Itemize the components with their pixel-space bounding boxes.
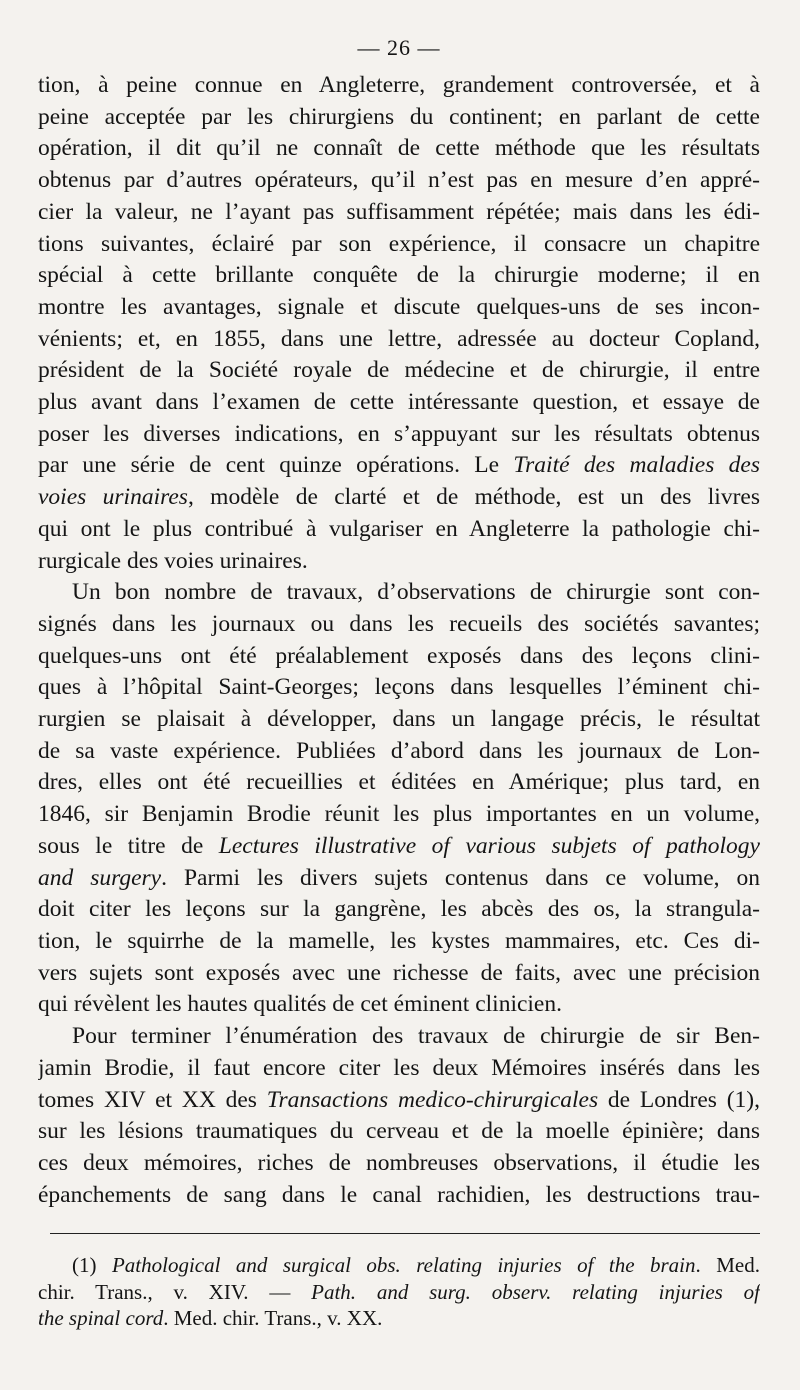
italic-text: and surgery bbox=[38, 864, 162, 891]
text-line bbox=[38, 672, 760, 704]
italic-text: Pathological and surgical obs. relating injuries of the brain bbox=[111, 1253, 696, 1278]
italic-text: Traité des maladies des bbox=[513, 452, 760, 479]
text-segment: cier la valeur, ne l’ayant pas suffisamment répétée; mais dans les édi- bbox=[38, 198, 760, 225]
text-line bbox=[38, 1021, 760, 1053]
text-line bbox=[38, 863, 760, 895]
text-segment: peine acceptée par les chirurgiens du continent; en parlant de cette bbox=[38, 103, 760, 130]
text-segment: vénients; et, en 1855, dans une lettre, adressée au docteur Copland, bbox=[38, 325, 760, 352]
footnote-rule bbox=[50, 1233, 760, 1234]
text-line bbox=[38, 1053, 760, 1085]
text-segment: de Londres (1), bbox=[598, 1086, 760, 1113]
text-line bbox=[38, 102, 760, 134]
text-line bbox=[38, 1116, 760, 1148]
text-segment: vers sujets sont exposés avec une richesse de faits, avec une précision bbox=[38, 959, 760, 986]
text-line bbox=[38, 958, 760, 990]
text-line bbox=[38, 387, 760, 419]
text-line bbox=[38, 704, 760, 736]
text-segment: plus avant dans l’examen de cette intéressante question, et essaye de bbox=[38, 389, 760, 416]
text-line bbox=[38, 292, 760, 324]
text-segment: de sa vaste expérience. Publiées d’abord dans les journaux de Lon- bbox=[38, 737, 760, 764]
text-segment: chir. Trans., v. XIV. — bbox=[38, 1279, 312, 1304]
text-segment: président de la Société royale de médecine et de chirurgie, il entre bbox=[38, 357, 760, 384]
text-line bbox=[38, 641, 760, 673]
text-segment: . Parmi les divers sujets contenus dans ce volume, on bbox=[161, 864, 760, 891]
text-segment: signés dans les journaux ou dans les recueils des sociétés savantes; bbox=[38, 610, 760, 637]
text-line bbox=[38, 260, 760, 292]
text-segment: dres, elles ont été recueillies et éditées en Amérique; plus tard, en bbox=[38, 769, 760, 796]
text-segment: obtenus par d’autres opérateurs, qu’il n’est pas en mesure d’en appré- bbox=[38, 167, 760, 194]
text-segment: tomes XIV et XX des bbox=[38, 1086, 267, 1113]
text-line bbox=[38, 577, 760, 609]
text-segment: tion, le squirrhe de la mamelle, les kystes mammaires, etc. Ces di- bbox=[38, 927, 760, 954]
footnote bbox=[38, 1252, 760, 1332]
text-line bbox=[38, 70, 760, 102]
text-segment: tion, à peine connue en Angleterre, grandement controversée, et à bbox=[38, 72, 760, 98]
italic-text: the spinal cord bbox=[38, 1306, 164, 1331]
text-line bbox=[38, 482, 760, 514]
text-segment: , modèle de clarté et de méthode, est un des livres bbox=[187, 484, 760, 511]
italic-text: Path. and surg. observ. relating injuries of bbox=[311, 1279, 760, 1304]
text-line bbox=[38, 767, 760, 799]
text-line bbox=[38, 1148, 760, 1180]
text-segment: opération, il dit qu’il ne connaît de cette méthode que les résultats bbox=[38, 135, 760, 162]
text-segment: quelques-uns ont été préalablement exposés dans des leçons clini- bbox=[38, 642, 760, 669]
body-text bbox=[38, 70, 760, 1211]
text-segment: Un bon nombre de travaux, d’observations de chirurgie sont con- bbox=[72, 579, 760, 606]
text-segment: doit citer les leçons sur la gangrène, les abcès des os, la strangula- bbox=[38, 896, 760, 923]
text-segment: rurgien se plaisait à développer, dans un langage précis, le résultat bbox=[38, 706, 760, 733]
footnote-line bbox=[38, 1252, 760, 1279]
text-segment: (1) bbox=[72, 1253, 112, 1278]
text-line bbox=[38, 609, 760, 641]
text-segment: par une série de cent quinze opérations. Le bbox=[38, 452, 514, 479]
text-line bbox=[38, 419, 760, 451]
text-segment: ces deux mémoires, riches de nombreuses observations, il étudie les bbox=[38, 1149, 760, 1176]
text-line bbox=[38, 1180, 760, 1212]
footnote-line bbox=[38, 1305, 760, 1332]
footnote-line bbox=[38, 1279, 760, 1306]
text-segment: spécial à cette brillante conquête de la chirurgie moderne; il en bbox=[38, 262, 760, 289]
text-segment: poser les diverses indications, en s’appuyant sur les résultats obtenus bbox=[38, 420, 760, 447]
text-segment: 1846, sir Benjamin Brodie réunit les plus importantes en un volume, bbox=[38, 801, 760, 828]
text-line bbox=[38, 799, 760, 831]
text-segment: tions suivantes, éclairé par son expérience, il consacre un chapitre bbox=[38, 230, 760, 257]
text-line bbox=[38, 926, 760, 958]
text-line bbox=[38, 197, 760, 229]
text-segment: sur les lésions traumatiques du cerveau et de la moelle épinière; dans bbox=[38, 1118, 760, 1145]
text-line bbox=[38, 133, 760, 165]
text-segment: . Med. bbox=[695, 1253, 760, 1278]
text-segment: ques à l’hôpital Saint-Georges; leçons dans lesquelles l’éminent chi- bbox=[38, 674, 760, 701]
text-line bbox=[38, 355, 760, 387]
text-segment: qui révèlent les hautes qualités de cet éminent clinicien. bbox=[38, 991, 562, 1018]
italic-text: Lectures illustrative of various subjets of pathology bbox=[218, 832, 760, 859]
page-number: — 26 — bbox=[357, 35, 441, 60]
text-segment: sous le titre de bbox=[38, 832, 219, 859]
text-line bbox=[38, 229, 760, 261]
text-line bbox=[38, 1085, 760, 1117]
text-segment: Pour terminer l’énumération des travaux de chirurgie de sir Ben- bbox=[72, 1023, 760, 1050]
italic-text: Transactions medico-chirurgicales bbox=[266, 1086, 599, 1113]
text-line bbox=[38, 894, 760, 926]
text-line bbox=[38, 546, 760, 578]
text-line bbox=[38, 989, 760, 1021]
text-segment: montre les avantages, signale et discute quelques-uns de ses incon- bbox=[38, 293, 760, 320]
text-segment: jamin Brodie, il faut encore citer les deux Mémoires insérés dans les bbox=[38, 1054, 760, 1081]
text-line bbox=[38, 514, 760, 546]
text-segment: . Med. chir. Trans., v. XX. bbox=[163, 1306, 383, 1331]
text-line bbox=[38, 831, 760, 863]
text-line bbox=[38, 324, 760, 356]
text-segment: qui ont le plus contribué à vulgariser en Angleterre la pathologie chi- bbox=[38, 515, 760, 542]
text-line bbox=[38, 450, 760, 482]
italic-text: voies urinaires bbox=[38, 484, 188, 511]
text-segment: rurgicale des voies urinaires. bbox=[38, 547, 308, 574]
text-line bbox=[38, 165, 760, 197]
text-segment: épanchements de sang dans le canal rachidien, les destructions trau- bbox=[38, 1181, 760, 1208]
text-line bbox=[38, 736, 760, 768]
